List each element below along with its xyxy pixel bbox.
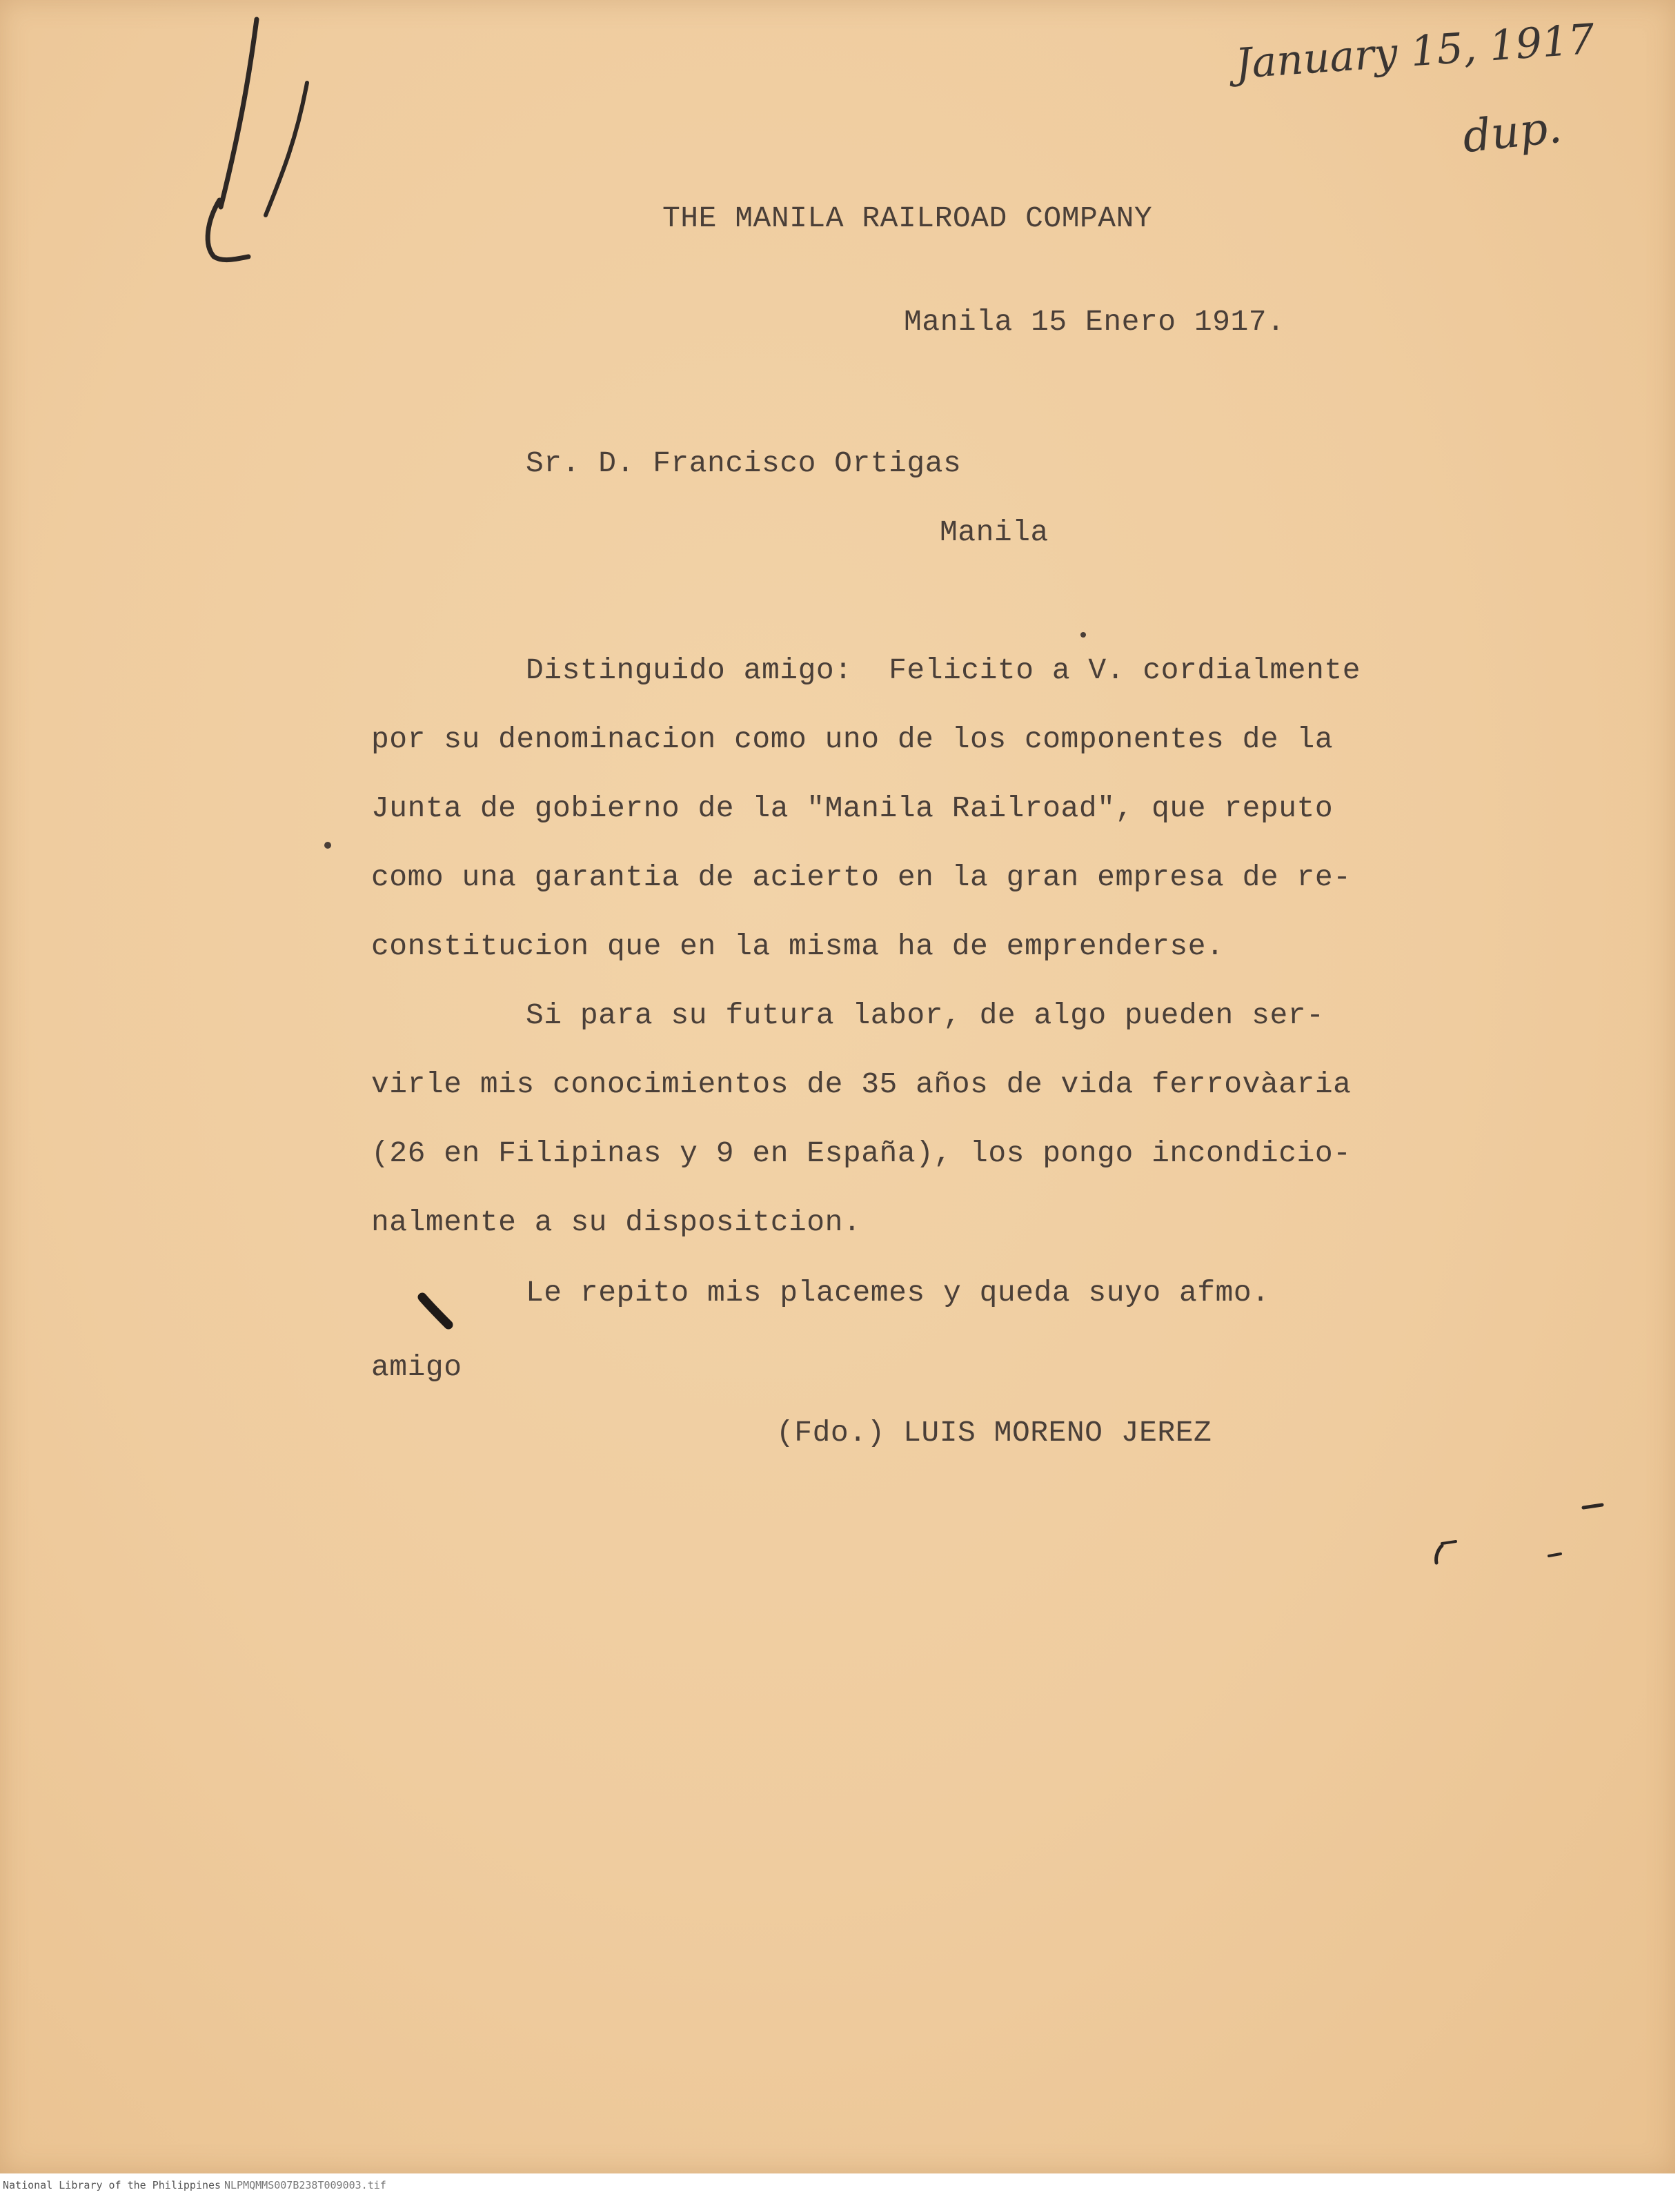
body-line: por su denominacion como uno de los componentes de la [371, 722, 1334, 756]
handwritten-date-note: January 15, 1917 [1234, 14, 1597, 89]
recipient-name: Sr. D. Francisco Ortigas [526, 446, 962, 480]
body-line: como una garantia de acierto en la gran empresa de re- [371, 860, 1352, 894]
body-line: (26 en Filipinas y 9 en España), los pongo incondicio- [371, 1136, 1352, 1170]
archive-footer [0, 2173, 1680, 2199]
footer-file-id: NLPMQMMS007B238T009003.tif [224, 2179, 386, 2191]
body-line: amigo [371, 1350, 462, 1384]
body-line: nalmente a su dispositcion. [371, 1205, 862, 1239]
footer-source: National Library of the Philippines [3, 2179, 221, 2191]
signature-line: (Fdo.) LUIS MORENO JEREZ [776, 1416, 1212, 1450]
handwritten-dup-mark: dup. [1460, 101, 1564, 164]
body-line: Distinguido amigo: Felicito a V. cordialmente [526, 653, 1361, 687]
body-line: Junta de gobierno de la "Manila Railroad", que reputo [371, 791, 1334, 825]
body-line: Si para su futura labor, de algo pueden ser- [526, 998, 1325, 1032]
date-line: Manila 15 Enero 1917. [904, 305, 1285, 339]
body-line: constitucion que en la misma ha de emprenderse. [371, 929, 1225, 963]
letterhead: THE MANILA RAILROAD COMPANY [662, 201, 1153, 235]
body-line: virle mis conocimientos de 35 años de vida ferrovàaria [371, 1067, 1352, 1101]
recipient-city: Manila [940, 515, 1049, 549]
body-line: Le repito mis placemes y queda suyo afmo. [526, 1276, 1270, 1310]
